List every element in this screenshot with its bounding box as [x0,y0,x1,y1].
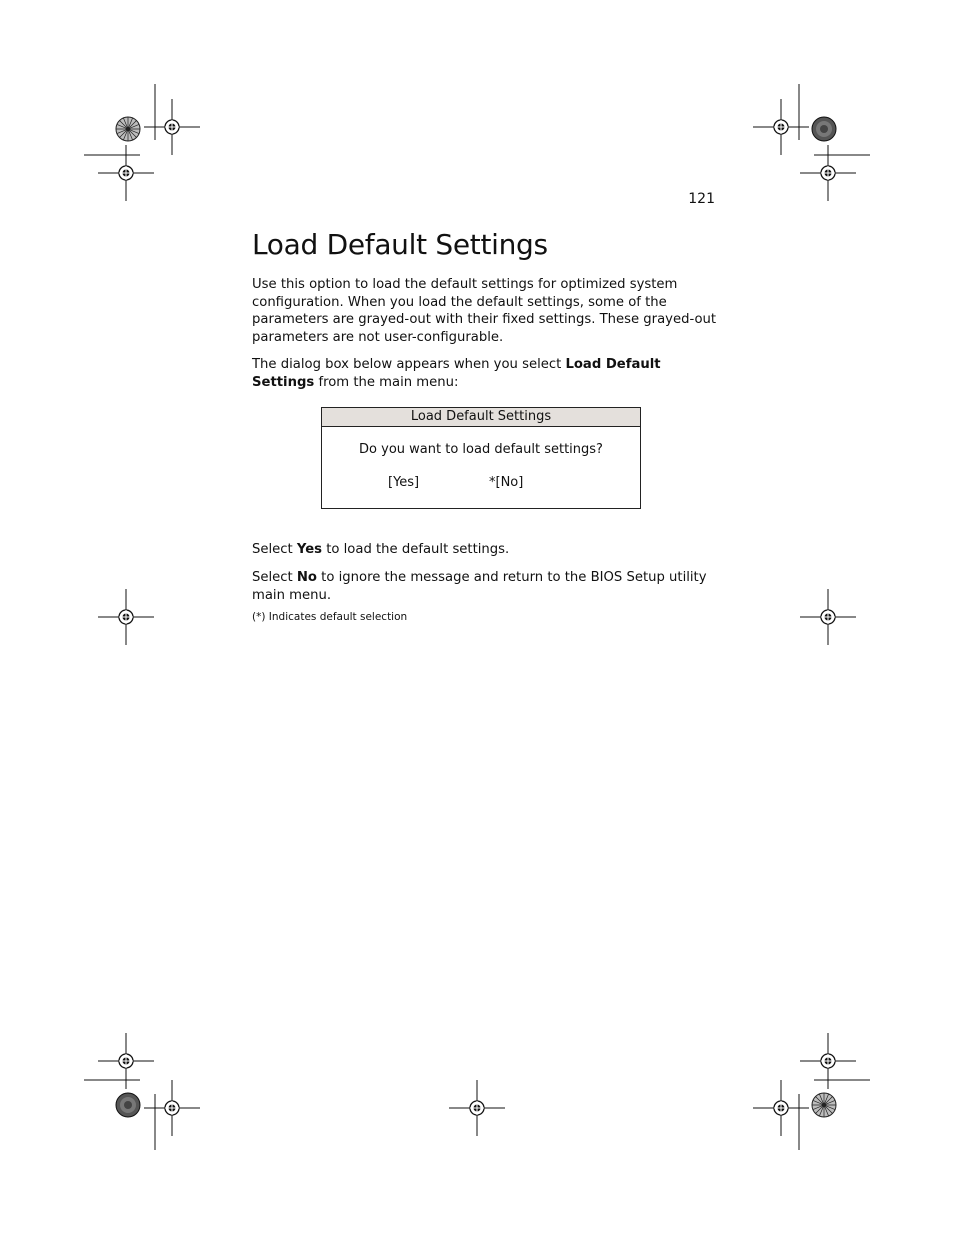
yes-option[interactable]: [Yes] [388,475,420,490]
page-number: 121 [688,191,715,207]
page-title: Load Default Settings [252,228,548,261]
registration-cross-bottom-right-b [753,1080,809,1136]
dialog-question: Do you want to load default settings? [359,442,603,457]
registration-cross-mid-left [98,589,154,645]
no-text-before: Select [252,570,297,585]
registration-cross-bottom-left-a [98,1033,154,1089]
dialog-title: Load Default Settings [322,408,640,427]
no-bold: No [296,570,317,585]
registration-star-bottom-left [116,1093,140,1117]
no-text-after: to ignore the message and return to the BIOS Setup utility main menu. [252,570,707,603]
registration-star-bottom-right [812,1093,836,1117]
registration-cross-top-left-a [144,99,200,155]
registration-star-top-left [116,117,140,141]
registration-cross-bottom-left-b [144,1080,200,1136]
yes-text-before: Select [252,542,297,557]
registration-cross-top-left-b [98,145,154,201]
yes-bold: Yes [296,542,323,557]
no-option[interactable]: *[No] [489,475,524,490]
dialog-intro-bold: Load Default Settings [252,357,661,390]
registration-cross-bottom-right-a [800,1033,856,1089]
registration-cross-bottom-center [449,1080,505,1136]
dialog-intro-text-before: The dialog box below appears when you select [252,357,566,372]
registration-cross-mid-right [800,589,856,645]
footnote: (*) Indicates default selection [252,611,408,623]
registration-cross-top-right-a [753,99,809,155]
registration-cross-top-right-b [800,145,856,201]
dialog-intro-text-after: from the main menu: [314,374,459,390]
registration-star-top-right [812,117,836,141]
intro-paragraph: Use this option to load the default settings for optimized system configuration. When you load the default settings, some of the parameters are grayed-out with their fixed settings. These grayed-out parameters are not user-configurable. [252,277,717,345]
yes-text-after: to load the default settings. [322,542,510,557]
